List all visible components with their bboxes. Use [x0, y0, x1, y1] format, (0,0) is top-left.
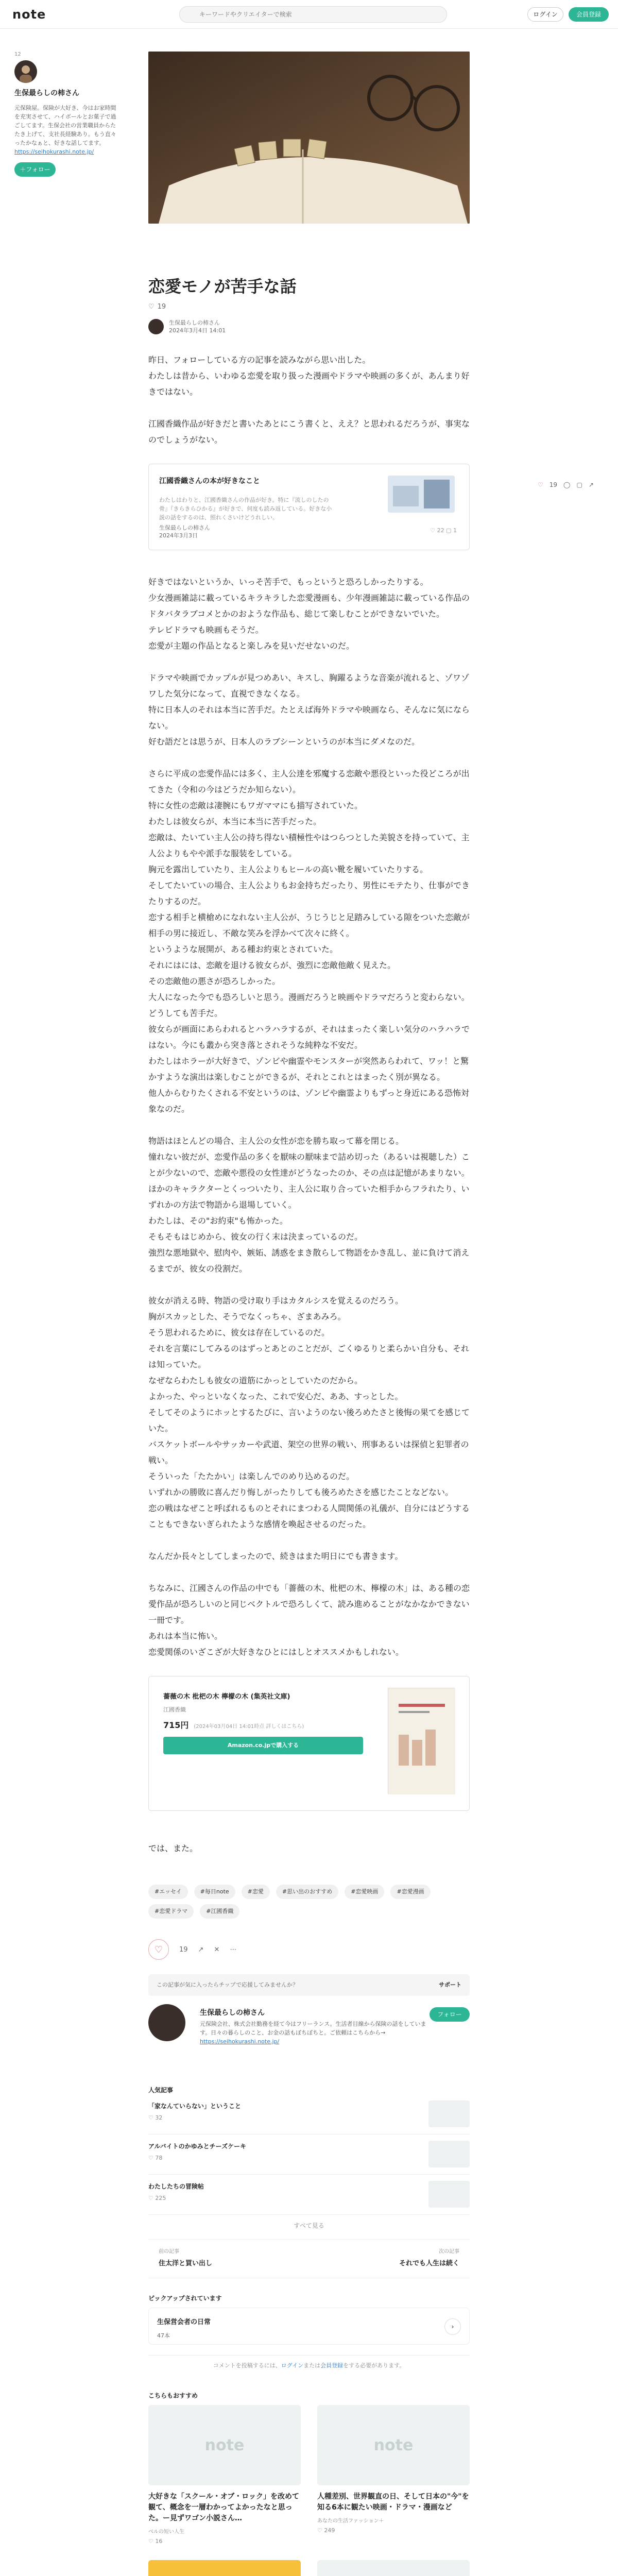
login-button[interactable]: ログイン [527, 7, 563, 22]
register-button[interactable]: 会員登録 [569, 7, 609, 22]
more-icon[interactable]: ⋯ [230, 1945, 237, 1954]
tag[interactable]: #恋愛映画 [345, 1885, 384, 1899]
article-title: 恋愛モノが苦手な話 [148, 277, 297, 296]
comment-icon[interactable]: ◯ [563, 481, 571, 488]
share-icon[interactable]: ↗ [588, 481, 594, 488]
heart-icon: ♡ [154, 1944, 163, 1955]
author-sidebar [14, 52, 117, 177]
search-input[interactable] [179, 6, 447, 23]
bookmark-icon[interactable]: ▢ [576, 481, 582, 488]
thumbnail [428, 2181, 470, 2208]
thumbnail [428, 2141, 470, 2167]
amazon-buy-button[interactable]: Amazon.co.jpで購入する [163, 1737, 363, 1754]
tag[interactable]: #恋愛 [242, 1885, 270, 1899]
card-thumbnail [317, 2560, 470, 2576]
embedded-article-card[interactable] [148, 464, 470, 550]
twitter-icon[interactable]: ✕ [214, 1945, 220, 1954]
recommend-card[interactable]: note 大好きな「スクール・オブ・ロック」を改めて観て、概念を一層わかってよかったなと思った。ー見ずワゴン小説さん… ベルの短い人生 ♡ 16 [148, 2405, 301, 2545]
author-name[interactable]: 生保最らしの柿さん [14, 89, 79, 97]
site-header [0, 0, 618, 29]
prev-article[interactable]: 前の記事 住太洋と買い出し [159, 2249, 213, 2267]
author-name[interactable]: 生保最らしの柿さん [169, 319, 220, 326]
like-count: 19 [179, 1945, 188, 1954]
book-price: 715円 (2024年03月04日 14:01時点 詳しくはこちら) [163, 1720, 304, 1730]
heart-icon[interactable]: ♡ [148, 303, 154, 311]
profile-name[interactable]: 生保最らしの柿さん [200, 2009, 265, 2017]
note-logo[interactable]: note [12, 7, 46, 22]
card-thumbnail [148, 2560, 301, 2576]
article [148, 52, 470, 2576]
recommend-card[interactable]: note 人種差別、世界観直の日、そして日本の"今"を知る6本に観たい映画・ドラマ・漫画など あなたの生活ファッション＋ ♡ 249 [317, 2405, 470, 2545]
paragraph: 昨日、フォローしている方の記事を読みながら思い出した。 わたしは昔から、いわゆる恋愛を取り扱った漫画やドラマや映画の多くが、あんまり好きではない。 [148, 355, 470, 397]
recommend-card[interactable] [148, 2560, 301, 2576]
book-author: 江國香織 [163, 1706, 186, 1713]
list-item[interactable]: 「家なんていらない」ということ ♡ 32 [148, 2094, 470, 2134]
avatar[interactable] [148, 2004, 185, 2041]
popular-list [148, 2094, 470, 2215]
embed-thumbnail [388, 476, 455, 513]
comment-notice: コメントを投稿するには、ログインまたは会員登録をする必要があります。 [148, 2355, 470, 2376]
float-like-count: 19 [549, 481, 558, 488]
hero-image [148, 52, 470, 224]
avatar[interactable] [148, 319, 164, 334]
embed-author: 生保最らしの柿さん 2024年3月3日 [159, 524, 210, 539]
support-bar: この記事が気に入ったらチップで応援してみませんか？ サポート [148, 1974, 470, 1996]
tag-list [148, 1885, 457, 1919]
card-thumbnail: note [317, 2405, 470, 2485]
side-likes: 12 [14, 52, 21, 57]
register-link[interactable]: 会員登録 [320, 2362, 344, 2369]
tag[interactable]: #毎日note [194, 1885, 235, 1899]
tag[interactable]: #恋愛ドラマ [148, 1904, 194, 1919]
embed-stats: ♡ 22 ▢ 1 [430, 527, 457, 534]
like-button[interactable] [148, 1939, 169, 1960]
paragraph: 物語はほとんどの場合、主人公の女性が恋を勝ち取って幕を閉じる。 憧れない彼だが、恋愛作品の多くを厭味の厭味まで詰め切った（あるいは視聴した）ことが少ないので、恋敵や悪役の女性達がどうなったのか、その点は記憶があまりない。 ほかのキャラクターとくっついたり、主人公に取り合っていた相手からフラれたり、いずれかの方法で物語から退場していく。 わたしは、その"お約束"も怖かった。 そもそもはじめから、彼女の行く末は決まっているのだ。 強烈な悪地獄や、慰肉や、嫉妬、誘惑をまき散らして物語をかき乱し、並に負けて消えるまでが、彼女の役割だ。 [148, 1136, 470, 1274]
book-title[interactable]: 薔薇の木 枇杷の木 檸檬の木 (集英社文庫) [163, 1693, 290, 1701]
paragraph: 好きではないというか、いっそ苦手で、もっというと恐ろしかったりする。 少女漫画雑誌に載っているキラキラした恋愛漫画も、少年漫画雑誌に載っている作品のドタバタラブコメとかのおような作品も、総じて楽しむことができないでいた。 テレビドラマも映画もそうだ。 恋愛が主題の作品となると楽しみを見いだせないのだ。 [148, 577, 470, 651]
author-link[interactable]: https://seihokurashi.note.jp/ [14, 148, 94, 155]
paragraph: 江國香織作品が好きだと書いたあとにこう書くと、ええ？と思われるだろうが、事実なのでしょうがない。 [148, 419, 470, 445]
prev-next-nav [148, 2239, 470, 2278]
article-body [148, 352, 470, 1660]
recommend-card[interactable] [317, 2560, 470, 2576]
follow-button[interactable]: フォロー [430, 2007, 470, 2022]
tag[interactable]: #エッセイ [148, 1885, 188, 1899]
recommend-grid [148, 2405, 470, 2576]
floating-actions [538, 481, 594, 488]
next-article[interactable]: 次の記事 それでも人生は続く [399, 2249, 459, 2267]
tag[interactable]: #思い出のおすすめ [276, 1885, 338, 1899]
embed-desc: わたしはわりと、江國香織さんの作品が好き。特に『流しのしたの骨』『きらきらひかる』が好きで、何度も読み返している。好きな小説の話をするのは、照れくさいけどうれしい。 [159, 497, 332, 521]
article-likes: ♡ 19 [148, 303, 166, 311]
thumbnail [428, 2100, 470, 2127]
paragraph: さらに平成の恋愛作品には多く、主人公達を邪魔する恋敵や悪役といった役どころが出てきた（令和の今はどうだか知らない）。 特に女性の恋敵は凄腕にもワガママにも描写されていた。 わたしは彼女らが、本当に本当に苦手だった。 恋敵は、たいてい主人公の持ち得ない積極性やはつらつとした美貌さを持っていて、主人公よりもやや派手な服装をしている。 胸元を露出していたり、主人公よりもヒールの高い靴を履いていたりする。 そしてたいていの場合、主人公よりもお金持ちだったり、男性にモテたり、仕事ができたりするのだ。 恋する相手と横槍めになれない主人公が、うじうじと足踏みしている隙をついた恋敵が相手の男に接近し、不敵な笑みを浮かべて次々に終く。 というような展開が、ある種お約束とされていた。 それにはには、恋敵を退ける彼女らが、強烈に恋敵他敵く見えた。 その恋敵他の悪さが恐ろしかった。 大人になった今でも恐ろしいと思う。漫画だろうと映画やドラマだろうと変わらない。どうしても苦手だ。 彼女らが画面にあらわれるとハラハラするが、それはまったく楽しい気分のハラハラではない。今にも叢から突き落とされそうな純粋な不安だ。 わたしはホラーが大好きで、ゾンビや幽霊やモンスターが突然あらわれて、ワッ！と驚かすような演出は楽しむことができるが、それとこれとはまったく別が異なる。 他人からむりたくされる不安というのは、ゾンビや幽霊よりもずっと身近にある恐怖対象なのだ。 [148, 769, 470, 1114]
signoff: では、また。 [148, 1843, 198, 1853]
see-all-link[interactable]: すべて見る [294, 2222, 324, 2229]
pickup-card[interactable]: 生保営会者の日常 47本 › [148, 2308, 470, 2345]
list-item[interactable]: アルバイトのかゆみとチーズケーキ ♡ 78 [148, 2134, 470, 2175]
author-profile [148, 2004, 470, 2070]
publish-date: 2024年3月4日 14:01 [169, 327, 226, 334]
paragraph: 彼女が消える時、物語の受け取り手はカタルシスを覚えるのだろう。 胸がスカッとした、そうでなくっちゃ、ざまあみろ。 そう思われるために、彼女は存在しているのだ。 それを言葉にしてみるのはずっとあとのことだが、ごくゆるりと柔らかい自分も、それは知っていた。 なぜならわたしも彼女の道筋にかっとしていたのだから。 よかった、やっといなくなった、これで安心だ、ああ、すっとした。 そしてそのようにホッとするたびに、言いようのない後ろめたさと後悔の果てを感じていた。 バスケットボールやサッカーや武道、架空の世界の戦い、刑事あるいは探偵と犯罪者の戦い。 そういった「たたかい」は楽しんでのめり込めるのだ。 いずれかの勝敗に喜んだり悔しがったりしても後ろめたさを感じたことなどない。 恋の戦はなぜこと呼ばれるものとそれにまつわる人間関係の礼儀が、自分にはどうすることもできないぎられたような感情を喚起させるのだった。 [148, 1296, 470, 1529]
article-actions [148, 1939, 470, 1960]
login-link[interactable]: ログイン [281, 2362, 304, 2369]
tag[interactable]: #江國香織 [200, 1904, 239, 1919]
paragraph: なんだか長々としてしまったので、続きはまた明日にでも書きます。 [148, 1551, 403, 1561]
tag[interactable]: #恋愛漫画 [390, 1885, 430, 1899]
paragraph: ちなみに、江國さんの作品の中でも「薔薇の木、枇杷の木、檸檬の木」は、ある種の恋愛作品が恐ろしいのと同じベクトルで恐ろしくて、読み進めることがなかなかできない一冊です。 あれは本当に怖い。 恋愛関係のいざこざが大好きなひとにはしとオススメかもしれない。 [148, 1583, 470, 1657]
list-item[interactable]: わたしたちの冒険帖 ♡ 225 [148, 2175, 470, 2215]
follow-button[interactable]: ＋フォロー [14, 162, 56, 177]
card-thumbnail: note [148, 2405, 301, 2485]
pickup-heading: ピックアップされています [148, 2295, 222, 2302]
profile-link[interactable]: https://seihokurashi.note.jp/ [200, 2038, 280, 2045]
embed-title: 江國香織さんの本が好きなこと [159, 477, 260, 485]
popular-heading: 人気記事 [148, 2087, 174, 2094]
chevron-right-icon[interactable]: › [444, 2318, 461, 2335]
heart-icon[interactable]: ♡ [538, 481, 543, 488]
profile-desc: 元保険会社、株式会社勤務を経て今はフリーランス。生活者目線から保険の話をしています。日々の暮らしのこと、お金の話もぼちぼちと。ご依頼はこちらから→ https://seihokurashi.note.jp/ [200, 2021, 426, 2045]
support-button[interactable]: サポート [439, 1981, 461, 1988]
amazon-card [148, 1676, 470, 1811]
share-icon[interactable]: ↗ [198, 1945, 204, 1954]
avatar[interactable] [14, 60, 37, 83]
article-author[interactable] [148, 319, 470, 334]
paragraph: ドラマや映画でカップルが見つめあい、キスし、胸躍るような音楽が流れると、ゾワゾワした気分になって、直視できなくなる。 特に日本人のそれは本当に苦手だ。たとえば海外ドラマや映画なら、そんなに気にならない。 好む語だとは思うが、日本人のラブシーンというのが本当にダメなのだ。 [148, 673, 470, 747]
author-bio: 元保険屋。保険が大好き、今はお家時間を充実させて、ハイボールとお菓子で過ごしてます。生保会社の営業職員からたたき上げて、支社長経験あり。もう直々ったかなぁと、好きな話してます。 https://seihokurashi.note.jp/ [14, 105, 116, 155]
recommend-heading: こちらもおすすめ [148, 2392, 198, 2399]
book-cover[interactable] [388, 1688, 455, 1794]
